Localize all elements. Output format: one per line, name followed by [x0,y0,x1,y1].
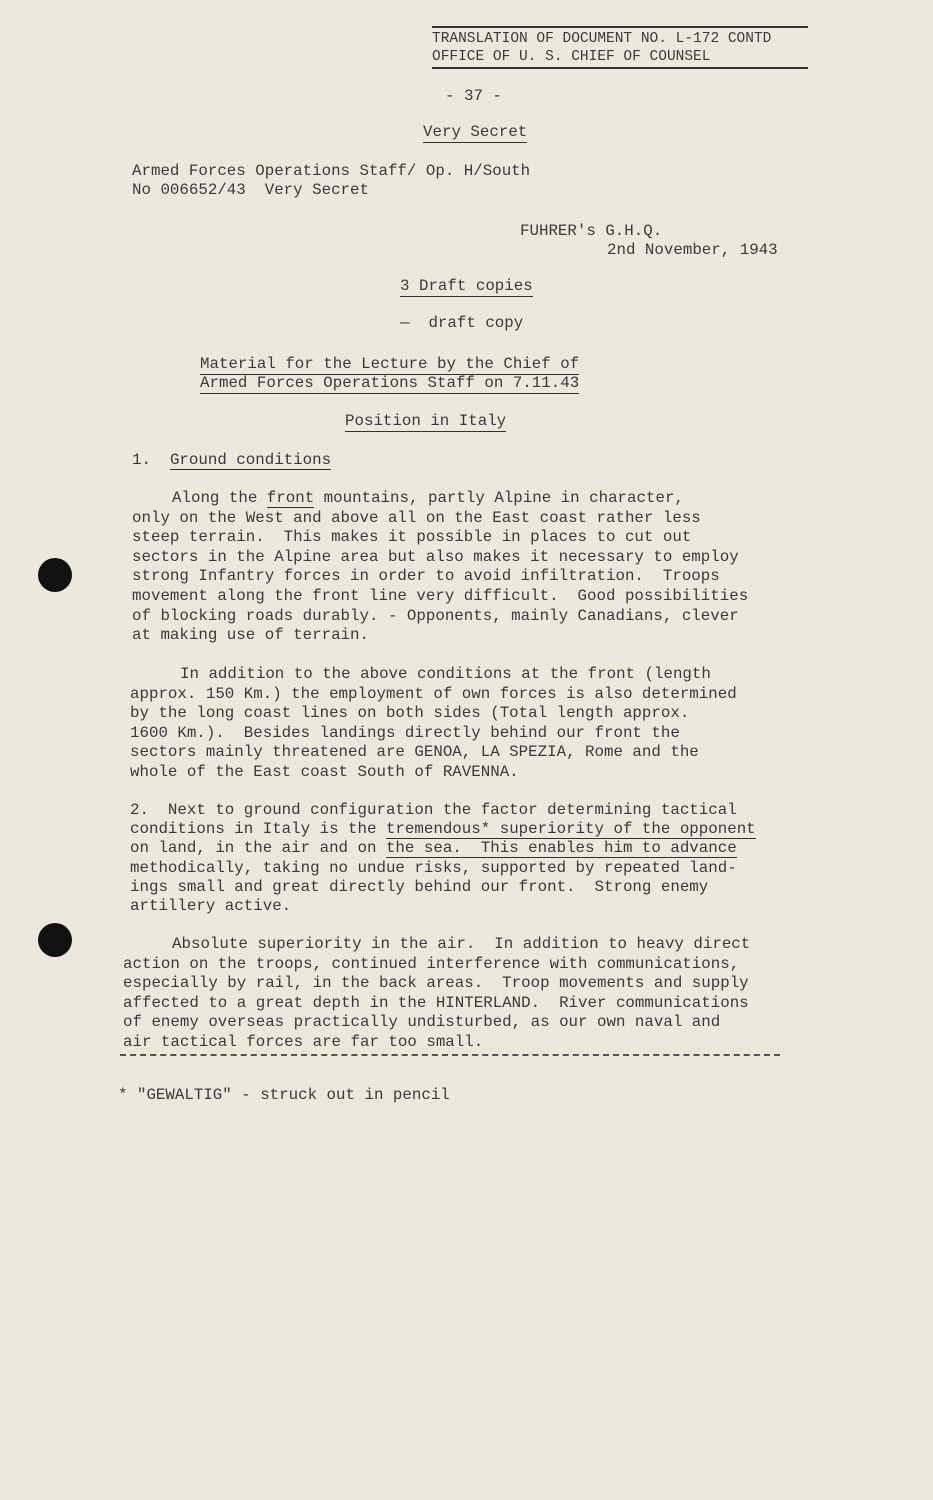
paragraph-line [123,974,749,993]
punch-hole [38,558,72,592]
page-number: - 37 - [445,87,502,105]
heading-title: Ground conditions [169,451,332,469]
sender-line-1: Armed Forces Operations Staff/ Op. H/South [132,162,531,180]
classification: Very Secret [423,123,528,141]
line-text: In addition to the above conditions at the front (length [180,665,711,683]
line-text: strong Infantry forces in order to avoid infiltration. Troops [132,567,720,586]
underlined-text: tremendous* superiority of the opponent [385,820,756,839]
paragraph-line [130,724,680,743]
paragraph-line [172,935,750,954]
paragraph-line [132,607,739,626]
paragraph-line [130,859,737,878]
line-text: conditions in Italy is the [130,820,386,839]
underlined-text: the sea. This enables him to advance [385,839,737,858]
line-text: whole of the East coast South of RAVENNA. [130,762,519,781]
line-text: of enemy overseas practically undisturbed, as our own naval and [123,1013,721,1031]
paragraph-line [130,685,737,704]
closing-dashed-rule [120,1054,780,1056]
line-text: especially by rail, in the back areas. Troop movements and supply [123,974,749,992]
line-text: Absolute superiority in the air. In addition to heavy direct [172,935,751,953]
underlined-text: front [266,489,315,507]
paragraph-line [130,820,756,839]
line-text: methodically, taking no undue risks, supported by repeated land- [130,858,737,877]
subject-line-2: Armed Forces Operations Staff on 7.11.43 [200,374,580,392]
date: 2nd November, 1943 [607,241,778,259]
heading-number: 1. [132,451,151,469]
header-top-rule [432,26,808,28]
header-line-2: OFFICE OF U. S. CHIEF OF COUNSEL [432,49,711,65]
heading-1 [132,451,331,470]
line-text: by the long coast lines on both sides (Total length approx. [130,704,690,722]
paragraph-line [132,528,691,547]
line-text: steep terrain. This makes it possible in places to cut out [132,528,692,547]
punch-hole [38,923,72,957]
paragraph-line [123,1013,720,1032]
line-text: ings small and great directly behind our front. Strong enemy [130,877,709,896]
paragraph-line [130,704,689,723]
line-text: at making use of terrain. [132,626,369,645]
line-text: 1600 Km.). Besides landings directly behind our front the [130,723,680,742]
line-text: sectors in the Alpine area but also makes it necessary to employ [132,547,739,566]
line-text: artillery active. [130,897,292,915]
paragraph-line [130,897,291,916]
paragraph-line [123,994,749,1013]
line-text: 2. Next to ground configuration the factor determining tactical [130,801,737,819]
paragraph-line [180,665,711,684]
draft-copy: — draft copy [400,314,524,332]
paragraph-line [130,839,737,858]
copies: 3 Draft copies [400,277,533,295]
paragraph-line [132,509,701,528]
line-text: mountains, partly Alpine in character, [314,489,684,507]
line-text: on land, in the air and on [130,839,386,858]
line-text: sectors mainly threatened are GENOA, LA SPEZIA, Rome and the [130,743,699,761]
line-text: of blocking roads durably. - Opponents, mainly Canadians, clever [132,606,739,625]
paragraph-line [130,878,708,897]
paragraph-line [130,763,519,782]
paragraph-line [123,1033,483,1052]
paragraph-line [172,489,684,508]
line-text: air tactical forces are far too small. [123,1032,484,1051]
subject-line-1: Material for the Lecture by the Chief of [200,355,580,373]
paragraph-line [132,567,720,586]
line-text: Along the [172,489,267,507]
paragraph-line [130,801,737,820]
section-title: Position in Italy [345,412,507,430]
paragraph-line [130,743,699,762]
paragraph-line [132,548,739,567]
footnote: * "GEWALTIG" - struck out in pencil [118,1086,450,1104]
line-text: movement along the front line very difficult. Good possibilities [132,587,749,605]
header-line-1: TRANSLATION OF DOCUMENT NO. L-172 CONTD [432,31,772,47]
paragraph-line [123,955,739,974]
line-text: approx. 150 Km.) the employment of own forces is also determined [130,684,737,703]
line-text: affected to a great depth in the HINTERLAND. River communications [123,993,749,1012]
header-bottom-rule [432,67,808,69]
paragraph-line [132,587,748,606]
sender-line-2: No 006652/43 Very Secret [132,181,369,199]
line-text: only on the West and above all on the East coast rather less [132,508,701,527]
paragraph-line [132,626,369,645]
place: FUHRER's G.H.Q. [520,222,663,240]
line-text: action on the troops, continued interference with communications, [123,954,740,973]
